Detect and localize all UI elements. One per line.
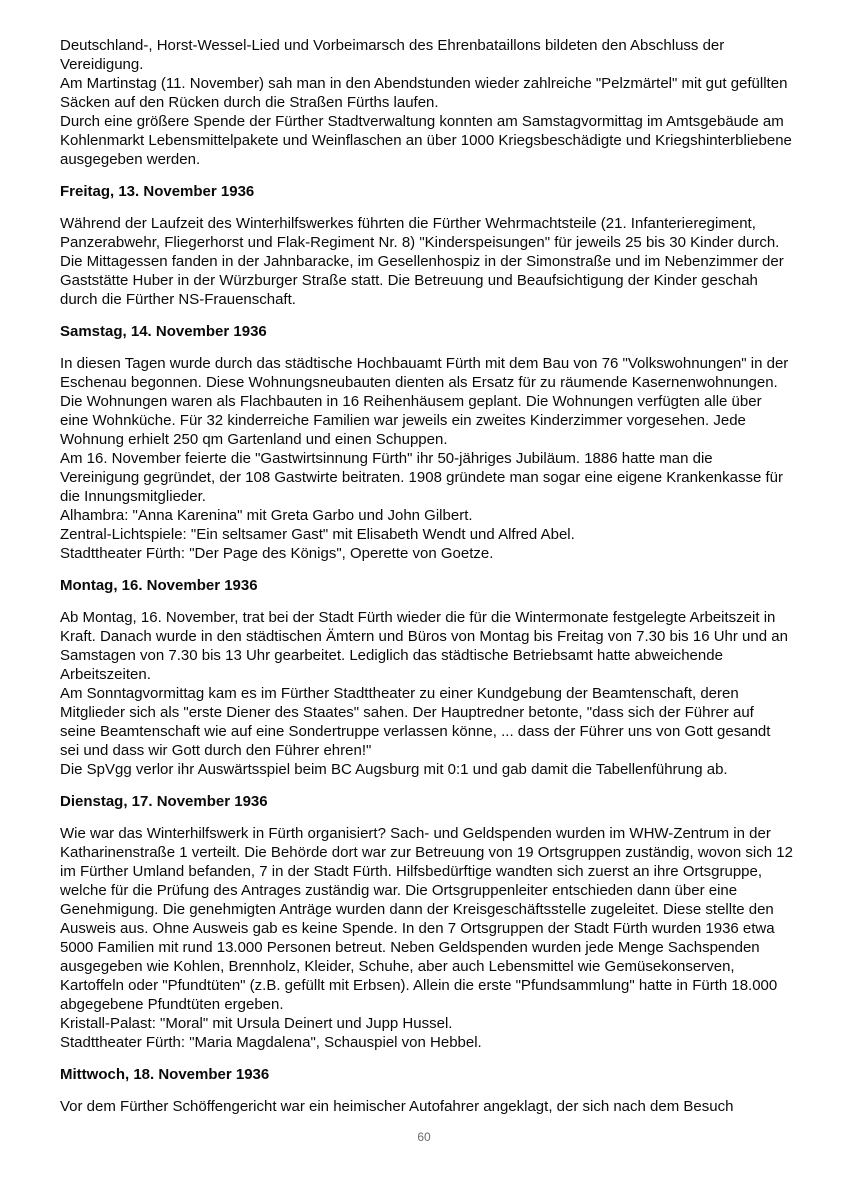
paragraph: Stadttheater Fürth: "Der Page des Königs", Operette von Goetze. xyxy=(60,545,494,562)
page-number: 60 xyxy=(417,1130,431,1144)
paragraph: Während der Laufzeit des Winterhilfswerkes führten die Fürther Wehrmachtsteile (21. Infanterieregiment, Panzerabwehr, Fliegerhorst und Flak-Regiment Nr. 8) "Kinderspeisungen" für jeweils 25 bis 30 Kinder durch. Die Mittagessen fanden in der Jahnbaracke, im Gesellenhospiz in der Simonstraße und im Nebenzimmer der Gaststätte Huber in der Würzburger Straße statt. Die Betreuung und Beaufsichtigung der Kinder geschah durch die Fürther NS-Frauenschaft. xyxy=(60,215,788,308)
paragraph: Vor dem Fürther Schöffengericht war ein heimischer Autofahrer angeklagt, der sich nach dem Besuch xyxy=(60,1098,734,1115)
section-heading: Dienstag, 17. November 1936 xyxy=(60,793,268,810)
paragraph: In diesen Tagen wurde durch das städtische Hochbauamt Fürth mit dem Bau von 76 "Volkswohnungen" in der Eschenau begonnen. Diese Wohnungsneubauten dienten als Ersatz für zu räumende Kasernenwohnungen. Die Wohnungen waren als Flachbauten in 16 Reihenhäusem geplant. Die Wohnungen verfügten alle über eine Wohnküche. Für 32 kinderreiche Familien war jeweils ein zweites Kinderzimmer vorgesehen. Jede Wohnung erhielt 250 qm Gartenland und einen Schuppen. xyxy=(60,355,793,448)
paragraph: Zentral-Lichtspiele: "Ein seltsamer Gast" mit Elisabeth Wendt und Alfred Abel. xyxy=(60,526,575,543)
paragraph: Durch eine größere Spende der Fürther Stadtverwaltung konnten am Samstagvormittag im Amtsgebäude am Kohlenmarkt Lebensmittelpakete und Weinflaschen an über 1000 Kriegsbeschädigte und Kriegshinterbliebene ausgegeben werden. xyxy=(60,113,797,168)
section-heading: Mittwoch, 18. November 1936 xyxy=(60,1066,270,1083)
paragraph: Deutschland-, Horst-Wessel-Lied und Vorbeimarsch des Ehrenbataillons bildeten den Abschluss der Vereidigung. xyxy=(60,37,729,73)
paragraph: Wie war das Winterhilfswerk in Fürth organisiert? Sach- und Geldspenden wurden im WHW-Zentrum in der Katharinenstraße 1 verteilt. Die Behörde dort war zur Betreuung von 19 Ortsgruppen zuständig, wovon sich 12 im Fürther Umland befanden, 7 in der Stadt Fürth. Hilfsbedürftige wandten sich zuerst an ihre Ortsgruppe, welche für die Prüfung des Antrages zuständig war. Die Ortsgruppenleiter entschieden dann über eine Genehmigung. Die genehmigten Anträge wurden dann der Kreisgeschäftsstelle zugeleitet. Diese stellte den Ausweis aus. Ohne Ausweis gab es keine Spende. In den 7 Ortsgruppen der Stadt Fürth wurden 1936 etwa 5000 Familien mit rund 13.000 Personen betreut. Neben Geldspenden wurden jede Menge Sachspenden ausgegeben wie Kohlen, Brennholz, Kleider, Schuhe, aber auch Lebensmittel wie Gemüsekonserven, Kartoffeln oder "Pfundtüten" (z.B. gefüllt mit Erbsen). Allein die erste "Pfundsammlung" hatte in Fürth 18.000 abgegebene Pfundtüten ergeben. xyxy=(60,825,798,1013)
section-heading: Freitag, 13. November 1936 xyxy=(60,183,255,200)
paragraph: Am Martinstag (11. November) sah man in den Abendstunden wieder zahlreiche "Pelzmärtel" mit gut gefüllten Säcken auf den Rücken durch die Straßen Fürths laufen. xyxy=(60,75,792,111)
paragraph: Die SpVgg verlor ihr Auswärtsspiel beim BC Augsburg mit 0:1 und gab damit die Tabellenführung ab. xyxy=(60,761,728,778)
document-content xyxy=(60,36,798,1116)
paragraph: Stadttheater Fürth: "Maria Magdalena", Schauspiel von Hebbel. xyxy=(60,1034,482,1051)
section-heading: Montag, 16. November 1936 xyxy=(60,577,258,594)
paragraph: Am 16. November feierte die "Gastwirtsinnung Fürth" ihr 50-jähriges Jubiläum. 1886 hatte man die Vereinigung gegründet, der 108 Gastwirte beitraten. 1908 gründete man sogar eine eigene Krankenkasse für die Innungsmitglieder. xyxy=(60,450,788,505)
paragraph: Alhambra: "Anna Karenina" mit Greta Garbo und John Gilbert. xyxy=(60,507,473,524)
paragraph: Am Sonntagvormittag kam es im Fürther Stadttheater zu einer Kundgebung der Beamtenschaft, deren Mitglieder sich als "erste Diener des Staates" sahen. Der Hauptredner betonte, "dass sich der Führer auf seine Beamtenschaft wie auf eine Sondertruppe verlassen könne, ... dass der Führer uns von Gott gesandt sei und dass wir Gott durch den Führer ehren!" xyxy=(60,685,775,759)
paragraph: Ab Montag, 16. November, trat bei der Stadt Fürth wieder die für die Wintermonate festgelegte Arbeitszeit in Kraft. Danach wurde in den städtischen Ämtern und Büros von Montag bis Freitag von 7.30 bis 16 Uhr und an Samstagen von 7.30 bis 13 Uhr gearbeitet. Lediglich das städtische Betriebsamt hatte abweichende Arbeitszeiten. xyxy=(60,609,793,683)
paragraph: Kristall-Palast: "Moral" mit Ursula Deinert und Jupp Hussel. xyxy=(60,1015,453,1032)
section-heading: Samstag, 14. November 1936 xyxy=(60,323,267,340)
